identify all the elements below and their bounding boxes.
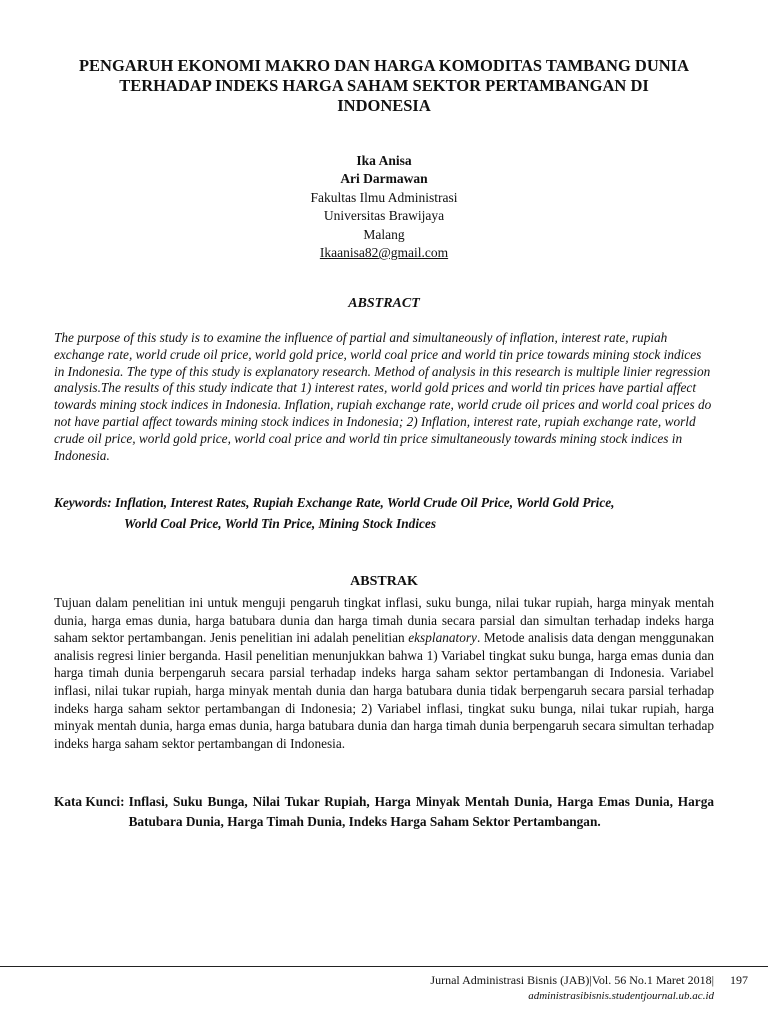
abstrak-body: [54, 594, 714, 752]
abstrak-heading: ABSTRAK: [350, 574, 418, 589]
abstrak-body-italic: eksplanatory: [408, 630, 477, 646]
footer-divider: [0, 966, 768, 967]
kata-kunci-text: Inflasi, Suku Bunga, Nilai Tukar Rupiah, Harga Minyak Mentah Dunia, Harga Emas Dunia, Harga Batubara Dunia, Harga Timah Dunia, Indeks Harga Saham Sektor Pertambangan.: [128, 794, 714, 829]
keywords-line-1: Keywords: Inflation, Interest Rates, Rupiah Exchange Rate, World Crude Oil Price, World Gold Price,: [54, 495, 615, 510]
author-block: [0, 152, 768, 262]
author-email-link[interactable]: Ikaanisa82@gmail.com: [319, 245, 449, 261]
footer-page-number: 197: [730, 973, 748, 987]
footer-url-link[interactable]: administrasibisnis.studentjournal.ub.ac.id: [528, 990, 714, 1002]
author-faculty: Fakultas Ilmu Administrasi: [310, 189, 458, 205]
title-line-3: INDONESIA: [337, 96, 431, 115]
abstract-heading: ABSTRACT: [348, 296, 420, 311]
author-name-2: Ari Darmawan: [340, 171, 428, 187]
kata-kunci: [54, 792, 714, 832]
title-line-2: TERHADAP INDEKS HARGA SAHAM SEKTOR PERTAMBANGAN DI: [119, 76, 649, 95]
keywords: [54, 492, 714, 534]
kata-kunci-label: Kata Kunci:: [54, 794, 125, 809]
author-name-1: Ika Anisa: [356, 153, 412, 168]
author-city: Malang: [363, 226, 405, 242]
footer-journal-info: Jurnal Administrasi Bisnis (JAB)|Vol. 56 No.1 Maret 2018|: [430, 973, 714, 987]
abstract-body: The purpose of this study is to examine the influence of partial and simultaneously of inflation, interest rate, rupiah exchange rate, world crude oil price, world gold price, world coal price and world tin price towards mining stock indices in Indonesia. The type of this study is explanatory research. Method of analysis in this research is multiple linier regression analysis.The results of this study indicate that 1) interest rates, world gold prices and world tin prices have partial affect towards mining stock indices in Indonesia. Inflation, rupiah exchange rate, world crude oil prices and world coal prices do not have partial affect towards mining stock indices in Indonesia; 2) Inflation, interest rate, rupiah exchange rate, world crude oil price, world gold price, world coal price and world tin price simultaneously towards mining stock indices in Indonesia.: [54, 330, 712, 463]
title-line-1: PENGARUH EKONOMI MAKRO DAN HARGA KOMODITAS TAMBANG DUNIA: [78, 56, 690, 75]
author-university: Universitas Brawijaya: [323, 208, 445, 224]
abstrak-body-part-2: . Metode analisis data dengan menggunakan analisis regresi linier berganda. Hasil penelitian menunjukkan bahwa 1) Variabel tingkat suku bunga, harga emas dunia dan harga timah dunia berpengaruh secara parsial terhadap indeks harga saham sektor pertambangan di Indonesia. Variabel inflasi, nilai tukar rupiah, harga minyak mentah dunia dan harga batubara dunia tidak berpengaruh secara parsial terhadap indeks harga saham sektor pertambangan di Indonesia; 2) Variabel inflasi, tingkat suku bunga, nilai tukar rupiah, harga minyak mentah dunia, harga emas dunia, harga batubara dunia dan harga timah dunia berpengaruh secara simultan terhadap indeks harga saham sektor pertambangan di Indonesia.: [54, 630, 714, 751]
paper-title: [40, 56, 728, 116]
keywords-line-2: World Coal Price, World Tin Price, Mining Stock Indices: [124, 516, 437, 531]
abstrak-body-part-1: Tujuan dalam penelitian ini untuk menguji pengaruh tingkat inflasi, suku bunga, nilai tukar rupiah, harga minyak mentah dunia, harga emas dunia, harga batubara dunia dan harga timah dunia secara parsial dan simultan terhadap indeks harga saham sektor pertambangan. Jenis penelitian ini adalah penelitian: [54, 595, 714, 646]
